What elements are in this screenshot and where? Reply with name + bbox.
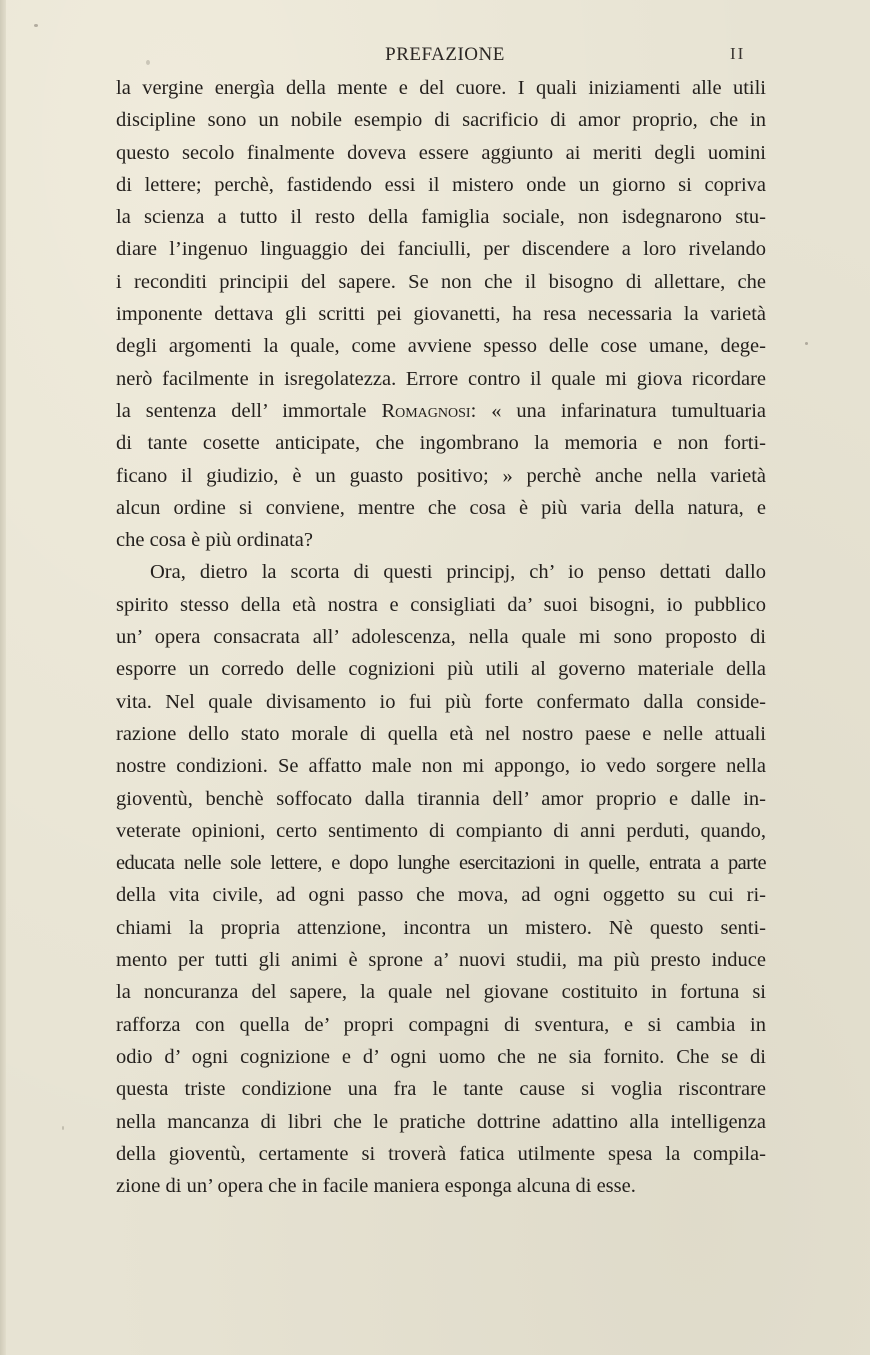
paragraph-1 — [116, 72, 766, 556]
text-line: la scienza a tutto il resto della famiglia sociale, non isdegnarono stu- — [116, 206, 766, 229]
page-edge — [0, 0, 6, 1355]
text-line: rafforza con quella de’ propri compagni di sventura, e si cambia in — [116, 1013, 766, 1036]
text-line: nerò facilmente in isregolatezza. Errore contro il quale mi giova ricordare — [116, 367, 766, 390]
text-line: odio d’ ogni cognizione e d’ ogni uomo che ne sia fornito. Che se di — [116, 1045, 766, 1068]
text-fragment: : « una infarinatura tumultuaria — [470, 399, 766, 422]
text-line: la vergine energìa della mente e del cuore. I quali iniziamenti alle utili — [116, 77, 766, 99]
text-line: chiami la propria attenzione, incontra un mistero. Nè questo senti- — [116, 916, 766, 939]
body-text — [116, 72, 766, 1202]
paragraph-2 — [116, 556, 766, 1202]
text-line: della vita civile, ad ogni passo che mova, ad ogni oggetto su cui ri- — [116, 884, 766, 907]
text-line: Ora, dietro la scorta di questi principj, ch’ io penso dettati dallo — [150, 561, 766, 584]
author-name: Romagnosi — [381, 399, 471, 422]
text-line: educata nelle sole lettere, e dopo lunghe esercitazioni in quelle, entrata a parte — [116, 852, 766, 875]
text-fragment: la sentenza dell’ immortale — [116, 399, 382, 422]
text-line: alcun ordine si conviene, mentre che cosa è più varia della natura, e — [116, 496, 766, 519]
text-line: questo secolo finalmente doveva essere aggiunto ai meriti degli uomini — [116, 141, 766, 164]
text-line: nella mancanza di libri che le pratiche dottrine adattino alla intelligenza — [116, 1110, 766, 1133]
paper-speck — [62, 1126, 64, 1130]
text-line: gioventù, benchè soffocato dalla tirannia dell’ amor proprio e dalle in- — [116, 787, 766, 810]
text-line: diare l’ingenuo linguaggio dei fanciulli, per discendere a loro rivelando — [116, 238, 766, 261]
text-line: esporre un corredo delle cognizioni più utili al governo materiale della — [116, 658, 766, 681]
text-line: spirito stesso della età nostra e consigliati da’ suoi bisogni, io pubblico — [116, 593, 766, 616]
text-line: discipline sono un nobile esempio di sacrificio di amor proprio, che in — [116, 109, 766, 132]
text-line-with-name — [116, 395, 766, 427]
text-line: vita. Nel quale divisamento io fui più forte confermato dalla conside- — [116, 690, 766, 713]
running-title: PREFAZIONE — [385, 44, 505, 65]
page-number: II — [730, 44, 746, 63]
text-line: degli argomenti la quale, come avviene spesso delle cose umane, dege- — [116, 335, 766, 358]
text-line: zione di un’ opera che in facile maniera esponga alcuna di esse. — [116, 1175, 636, 1198]
text-line: di tante cosette anticipate, che ingombrano la memoria e non forti- — [116, 432, 766, 455]
paper-speck — [805, 342, 808, 345]
text-line: nostre condizioni. Se affatto male non mi appongo, io vedo sorgere nella — [116, 755, 766, 778]
text-line: di lettere; perchè, fastidendo essi il mistero onde un giorno si copriva — [116, 173, 766, 196]
text-line: un’ opera consacrata all’ adolescenza, nella quale mi sono proposto di — [116, 626, 766, 649]
text-line: questa triste condizione una fra le tante cause si voglia riscontrare — [116, 1078, 766, 1101]
text-line: ficano il giudizio, è un guasto positivo; » perchè anche nella varietà — [116, 464, 766, 487]
text-line: che cosa è più ordinata? — [116, 529, 313, 552]
text-line: i reconditi principii del sapere. Se non che il bisogno di allettare, che — [116, 270, 766, 293]
text-line: imponente dettava gli scritti pei giovanetti, ha resa necessaria la varietà — [116, 303, 766, 326]
text-line: razione dello stato morale di quella età nel nostro paese e nelle attuali — [116, 722, 766, 745]
paper-speck — [34, 24, 38, 27]
text-line: veterate opinioni, certo sentimento di compianto di anni perduti, quando, — [116, 819, 766, 842]
text-line: la noncuranza del sapere, la quale nel giovane costituito in fortuna si — [116, 981, 766, 1004]
text-line: mento per tutti gli animi è sprone a’ nuovi studii, ma più presto induce — [116, 949, 766, 972]
text-line: della gioventù, certamente si troverà fatica utilmente spesa la compila- — [116, 1142, 766, 1165]
